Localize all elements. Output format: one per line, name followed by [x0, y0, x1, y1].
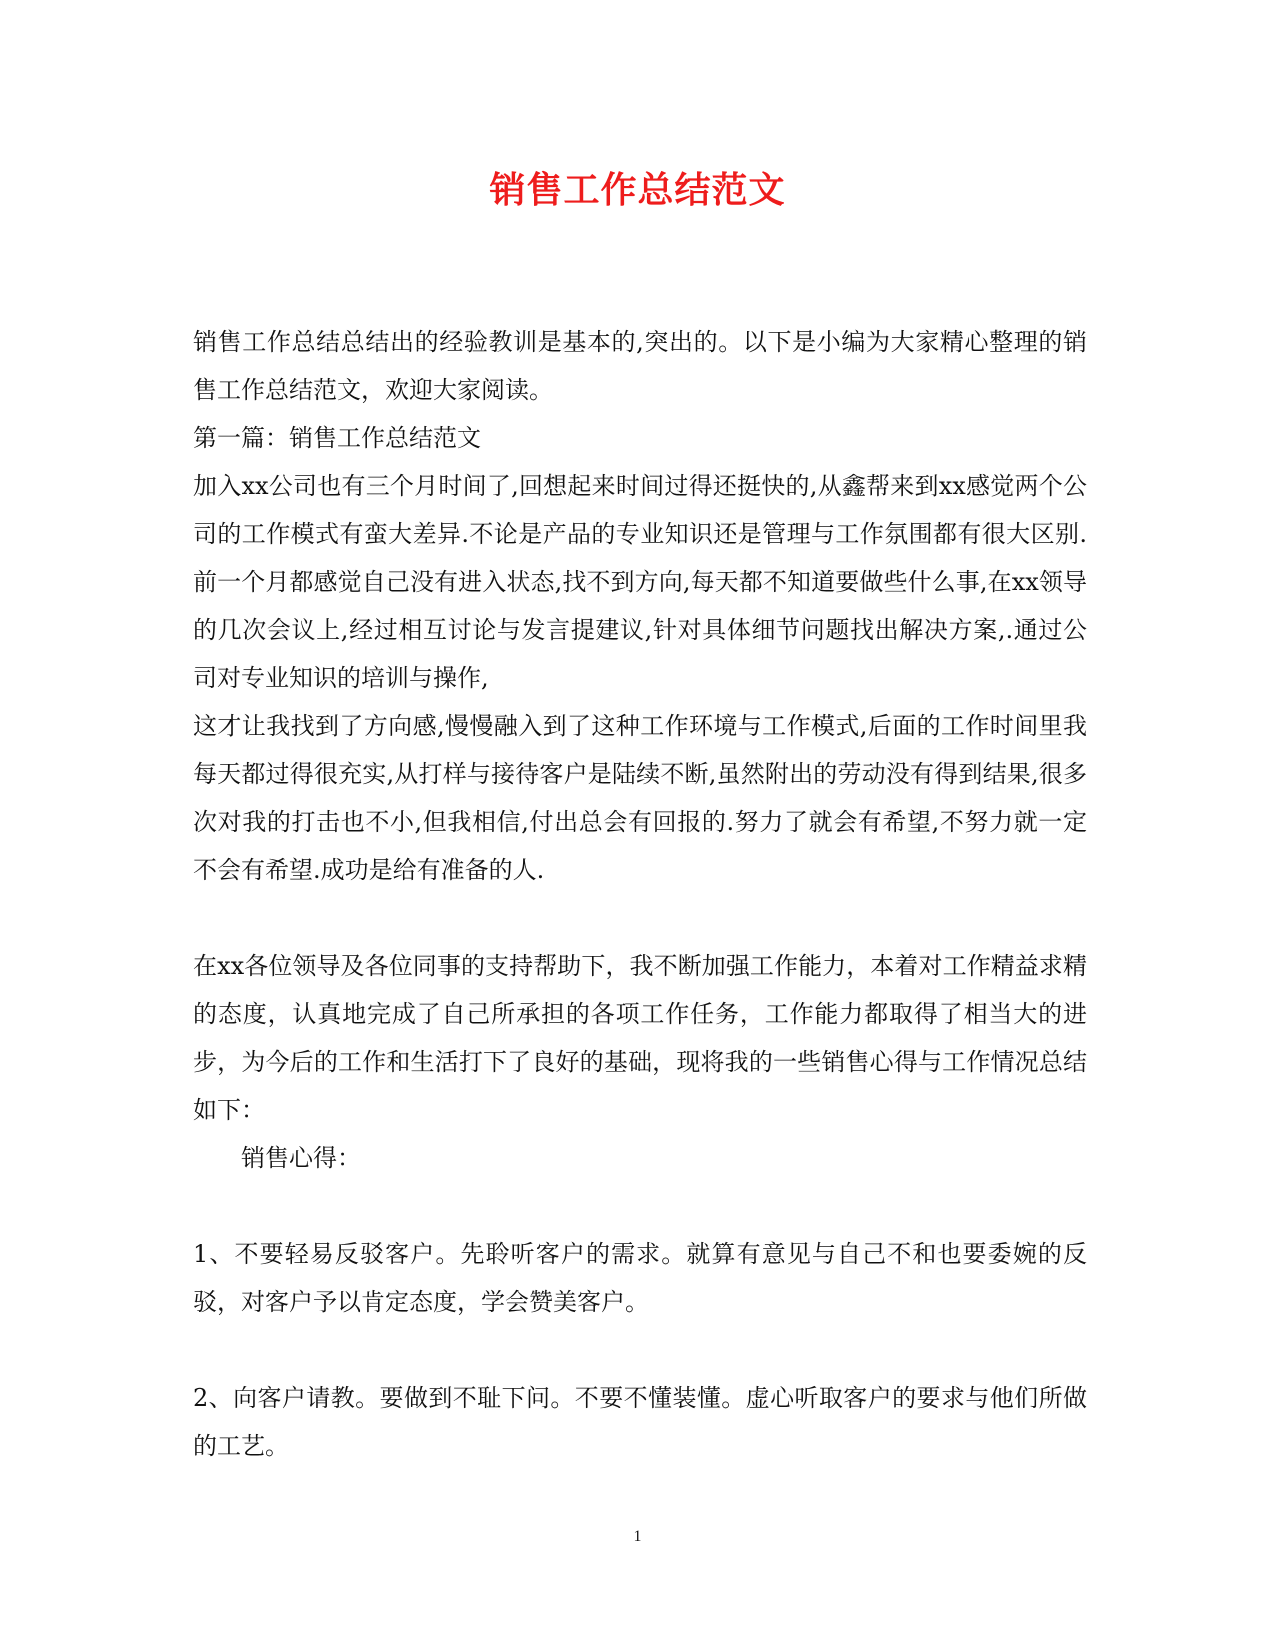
paragraph-gap — [193, 1326, 1087, 1374]
body-paragraph-2: 这才让我找到了方向感,慢慢融入到了这种工作环境与工作模式,后面的工作时间里我每天都过得很充实,从打样与接待客户是陆续不断,虽然附出的劳动没有得到结果,很多次对我的打击也不小,但我相信,付出总会有回报的.努力了就会有希望,不努力就一定不会有希望.成功是给有准备的人. — [193, 712, 1087, 884]
document-body — [193, 318, 1087, 1470]
list-item-1: 1、不要轻易反驳客户。先聆听客户的需求。就算有意见与自己不和也要委婉的反驳，对客户予以肯定态度，学会赞美客户。 — [193, 1240, 1087, 1316]
document-title: 销售工作总结范文 — [489, 169, 786, 211]
intro-paragraph: 销售工作总结总结出的经验教训是基本的,突出的。以下是小编为大家精心整理的销售工作总结范文，欢迎大家阅读。 — [193, 328, 1087, 404]
subheading: 销售心得： — [241, 1144, 361, 1172]
page-number: 1 — [633, 1528, 642, 1545]
body-paragraph-3: 在xx各位领导及各位同事的支持帮助下，我不断加强工作能力，本着对工作精益求精的态度，认真地完成了自己所承担的各项工作任务，工作能力都取得了相当大的进步，为今后的工作和生活打下了良好的基础，现将我的一些销售心得与工作情况总结如下： — [193, 952, 1087, 1124]
paragraph-gap — [193, 1182, 1087, 1230]
paragraph-gap — [193, 894, 1087, 942]
section-heading: 第一篇：销售工作总结范文 — [193, 424, 481, 452]
body-paragraph-1: 加入xx公司也有三个月时间了,回想起来时间过得还挺快的,从鑫帮来到xx感觉两个公司的工作模式有蛮大差异.不论是产品的专业知识还是管理与工作氛围都有很大区别.前一个月都感觉自己没有进入状态,找不到方向,每天都不知道要做些什么事,在xx领导的几次会议上,经过相互讨论与发言提建议,针对具体细节问题找出解决方案,.通过公司对专业知识的培训与操作, — [193, 472, 1087, 692]
list-item-2: 2、向客户请教。要做到不耻下问。不要不懂装懂。虚心听取客户的要求与他们所做的工艺。 — [193, 1384, 1087, 1460]
